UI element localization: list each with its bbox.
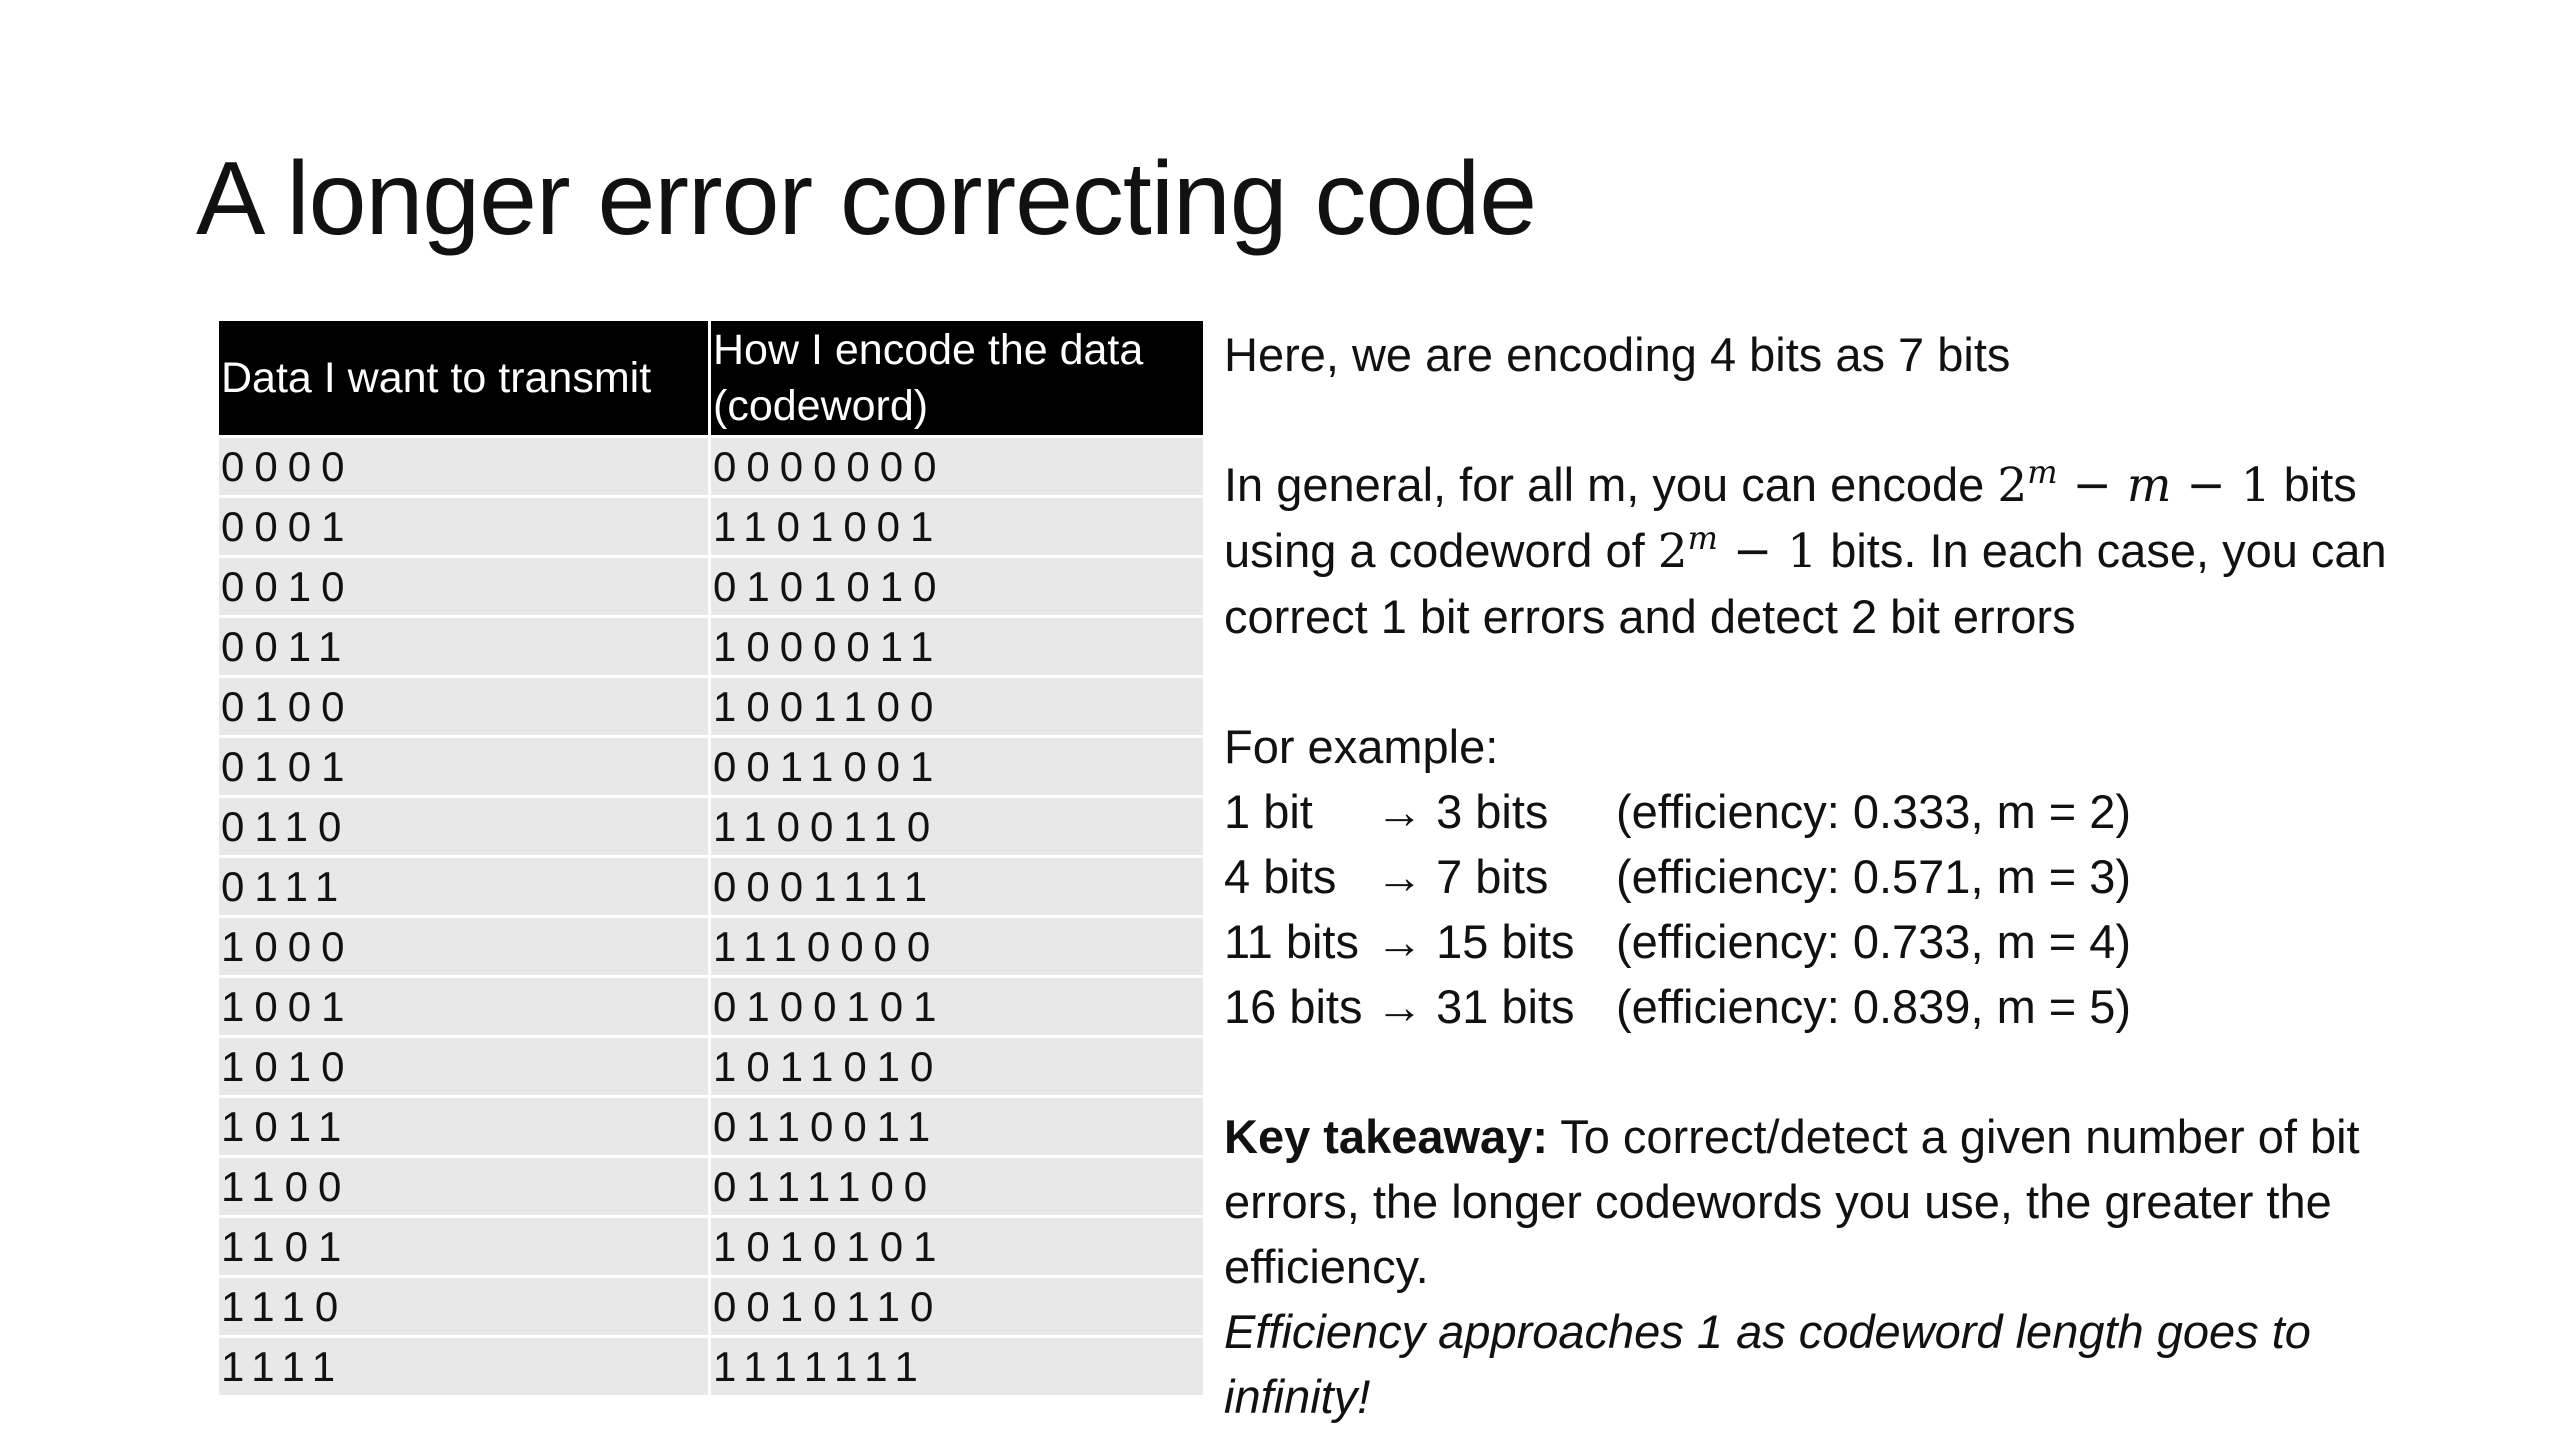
codeword-cell: 0100101 <box>711 975 1203 1035</box>
table-row <box>219 1215 1203 1275</box>
codeword-cell: 0011001 <box>711 735 1203 795</box>
table-row <box>219 1275 1203 1335</box>
general-line-2: using a codeword of $2^m - 1$ bits. In each case, you can <box>1224 519 2387 579</box>
data-cell: 0101 <box>219 735 711 795</box>
general-line-3: correct 1 bit errors and detect 2 bit errors <box>1224 590 2076 643</box>
data-cell: 0000 <box>219 435 711 495</box>
arrow-icon: → <box>1376 915 1423 968</box>
example-note: (efficiency: 0.839, m = 5) <box>1616 980 2132 1033</box>
example-row <box>1224 909 2524 974</box>
example-note: (efficiency: 0.733, m = 4) <box>1616 915 2132 968</box>
slide-title: A longer error correcting code <box>196 141 1537 257</box>
table-row <box>219 495 1203 555</box>
italic-line-2: infinity! <box>1224 1370 1371 1423</box>
example-to: → 15 bits <box>1376 909 1616 974</box>
table-row <box>219 795 1203 855</box>
codeword-cell: 0111100 <box>711 1155 1203 1215</box>
header-codeword-line2: (codeword) <box>713 382 929 430</box>
formula-2m-1: $2^m - 1$ <box>1657 519 1818 579</box>
takeaway-line-2: errors, the longer codewords you use, the greater the <box>1224 1175 2332 1228</box>
data-cell: 1111 <box>219 1335 711 1395</box>
codeword-cell: 1001100 <box>711 675 1203 735</box>
arrow-icon: → <box>1376 785 1423 838</box>
codeword-cell: 1011010 <box>711 1035 1203 1095</box>
data-cell: 0001 <box>219 495 711 555</box>
intro-line: Here, we are encoding 4 bits as 7 bits <box>1224 328 2011 381</box>
codeword-cell: 0110011 <box>711 1095 1203 1155</box>
table-row <box>219 615 1203 675</box>
table-row <box>219 855 1203 915</box>
header-codeword <box>711 321 1203 435</box>
table-row <box>219 1155 1203 1215</box>
codeword-cell: 1101001 <box>711 495 1203 555</box>
example-row <box>1224 779 2524 844</box>
takeaway-line-3: efficiency. <box>1224 1240 1429 1293</box>
codeword-cell: 1000011 <box>711 615 1203 675</box>
codeword-cell: 0101010 <box>711 555 1203 615</box>
takeaway-label: Key takeaway: <box>1224 1110 1548 1163</box>
header-data: Data I want to transmit <box>219 321 711 435</box>
table-row <box>219 555 1203 615</box>
table-row <box>219 1095 1203 1155</box>
codeword-cell: 1010101 <box>711 1215 1203 1275</box>
table-row <box>219 975 1203 1035</box>
italic-line-1: Efficiency approaches 1 as codeword length goes to <box>1224 1305 2311 1358</box>
table-body <box>219 435 1203 1395</box>
data-cell: 1000 <box>219 915 711 975</box>
table-row <box>219 435 1203 495</box>
table-row <box>219 1035 1203 1095</box>
data-cell: 1010 <box>219 1035 711 1095</box>
explanation-text <box>1224 322 2524 1429</box>
takeaway-line-1: Key takeaway: To correct/detect a given number of bit <box>1224 1110 2360 1163</box>
codeword-cell: 1100110 <box>711 795 1203 855</box>
example-heading: For example: <box>1224 720 1499 773</box>
example-from: 11 bits <box>1224 915 1359 968</box>
data-cell: 1100 <box>219 1155 711 1215</box>
codeword-cell: 0001111 <box>711 855 1203 915</box>
table-header-row <box>219 321 1203 435</box>
data-cell: 1011 <box>219 1095 711 1155</box>
data-cell: 0011 <box>219 615 711 675</box>
data-cell: 1101 <box>219 1215 711 1275</box>
data-cell: 0010 <box>219 555 711 615</box>
table-row <box>219 735 1203 795</box>
data-cell: 0110 <box>219 795 711 855</box>
table-row <box>219 915 1203 975</box>
data-cell: 1110 <box>219 1275 711 1335</box>
example-row <box>1224 974 2524 1039</box>
codeword-table <box>219 321 1203 1395</box>
table-row <box>219 675 1203 735</box>
header-codeword-line1: How I encode the data <box>713 326 1144 374</box>
arrow-icon: → <box>1376 850 1423 903</box>
data-cell: 0111 <box>219 855 711 915</box>
example-list <box>1224 779 2524 1039</box>
example-note: (efficiency: 0.571, m = 3) <box>1616 850 2132 903</box>
arrow-icon: → <box>1376 980 1423 1033</box>
example-to: → 31 bits <box>1376 974 1616 1039</box>
codeword-cell: 1111111 <box>711 1335 1203 1395</box>
example-to: → 3 bits <box>1376 779 1616 844</box>
codeword-cell: 1110000 <box>711 915 1203 975</box>
example-note: (efficiency: 0.333, m = 2) <box>1616 785 2132 838</box>
codeword-cell: 0010110 <box>711 1275 1203 1335</box>
data-cell: 0100 <box>219 675 711 735</box>
codeword-cell: 0000000 <box>711 435 1203 495</box>
example-from: 16 bits <box>1224 980 1363 1033</box>
formula-2m-m-1: $2^m - m - 1$ <box>1997 453 2271 513</box>
data-cell: 1001 <box>219 975 711 1035</box>
general-line-1: In general, for all m, you can encode $2^m - m - 1$ bits <box>1224 453 2357 513</box>
example-from: 1 bit <box>1224 785 1313 838</box>
table-row <box>219 1335 1203 1395</box>
example-row <box>1224 844 2524 909</box>
example-to: → 7 bits <box>1376 844 1616 909</box>
example-from: 4 bits <box>1224 850 1337 903</box>
